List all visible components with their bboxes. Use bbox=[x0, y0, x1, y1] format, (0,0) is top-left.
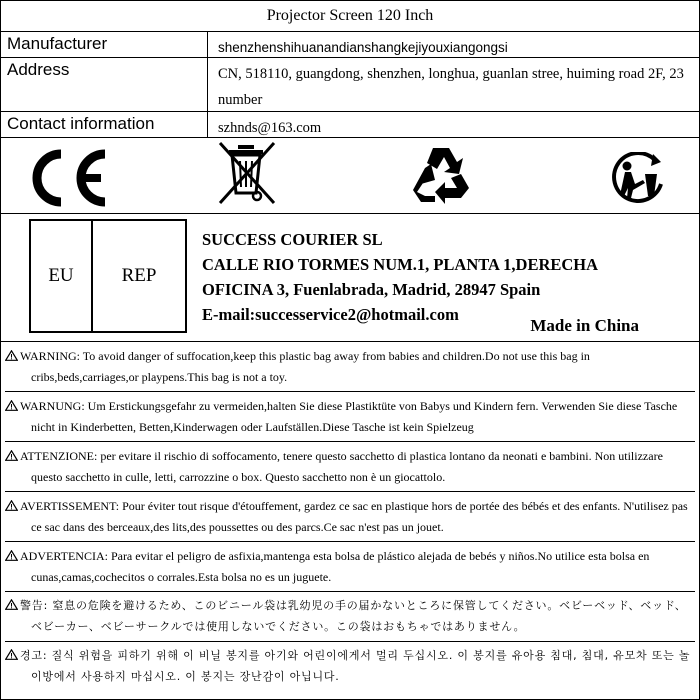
warning-icon bbox=[5, 450, 18, 461]
weee-crossed-bin-icon bbox=[216, 141, 282, 209]
label-title: Projector Screen 120 Inch bbox=[1, 1, 699, 32]
warning-text: WARNUNG: Um Erstickungsgefahr zu vermeiden,halten Sie diese Plastiktüte von Babys und Kindern fern. Verwenden Sie diese Tasche nicht in Kinderbetten, Betten,Kinderwagen oder Laufställen.Diese Tasche ist kein Spielzeug bbox=[20, 399, 678, 434]
made-in-label: Made in China bbox=[530, 316, 639, 335]
info-row-address bbox=[1, 58, 699, 112]
info-row-contact bbox=[1, 112, 699, 138]
warning-text: ATTENZIONE: per evitare il rischio di soffocamento, tenere questo sacchetto di plastica lontano da neonati e bambini. Non utilizzare questo sacchetto in culle, letti, carrozzine o box. Questo sacchetto non è un giocattolo. bbox=[20, 449, 663, 484]
info-value: szhnds@163.com bbox=[218, 120, 322, 136]
warning-icon bbox=[5, 350, 18, 361]
representative-street: CALLE RIO TORMES NUM.1, PLANTA 1,DERECHA bbox=[202, 255, 599, 274]
info-key: Manufacturer bbox=[1, 32, 208, 57]
warning-text: ADVERTENCIA: Para evitar el peligro de asfixia,mantenga esta bolsa de plástico alejada de bebés y niños.No utilice esta bolsa en cunas,camas,cochecitos o corrales.Esta bolsa no es un juguete. bbox=[20, 549, 650, 584]
representative-name: SUCCESS COURIER SL bbox=[202, 230, 383, 249]
representative-email: E-mail:successervice2@hotmail.com bbox=[202, 305, 459, 324]
warning-de bbox=[5, 392, 695, 442]
ec-rep-box bbox=[29, 219, 187, 333]
ce-mark-icon bbox=[23, 146, 113, 210]
ec-rep-rep: REP bbox=[121, 265, 157, 286]
warning-text: AVERTISSEMENT: Pour éviter tout risque d'étouffement, gardez ce sac en plastique hors de portée des bébés et des enfants. N'utilisez pas ce sac dans des berceaux,des lits,des poussettes ou des parcs.Ce sac n'est pas un jouet. bbox=[20, 499, 688, 534]
warning-en bbox=[5, 342, 695, 392]
warnings-section bbox=[5, 342, 695, 691]
warning-ko bbox=[5, 642, 695, 691]
warning-text: WARNING: To avoid danger of suffocation,keep this plastic bag away from babies and children.Do not use this bag in cribs,beds,carriages,or playpens.This bag is not a toy. bbox=[20, 349, 590, 384]
ec-rep-eu: EU bbox=[31, 221, 93, 331]
warning-it bbox=[5, 442, 695, 492]
warning-icon bbox=[5, 400, 18, 411]
tidyman-icon bbox=[609, 152, 665, 206]
warning-text: 警告: 窒息の危険を避けるため、このビニール袋は乳幼児の手の届かないところに保管してください。ベビーベッド、ベッド、ベビーカー、ベビーサークルでは使用しないでください。この袋はおもちゃではありません。 bbox=[20, 599, 687, 633]
info-key: Address bbox=[1, 58, 208, 111]
info-key: Contact information bbox=[1, 112, 208, 137]
representative-city: OFICINA 3, Fuenlabrada, Madrid, 28947 Spain bbox=[202, 280, 541, 299]
warning-es bbox=[5, 542, 695, 592]
info-row-manufacturer bbox=[1, 32, 699, 58]
warning-ja bbox=[5, 592, 695, 642]
warning-fr bbox=[5, 492, 695, 542]
info-value: CN, 518110, guangdong, shenzhen, longhua, guanlan stree, huiming road 2F, 23 number bbox=[218, 66, 684, 108]
warning-icon bbox=[5, 500, 18, 511]
warning-icon bbox=[5, 599, 18, 610]
warning-text: 경고: 질식 위험을 피하기 위해 이 비닐 봉지를 아기와 어린이에게서 멀리 두십시오. 이 봉지를 유아용 침대, 침대, 유모차 또는 놀이방에서 사용하지 마십시오. 이 봉지는 장난감이 아닙니다. bbox=[20, 649, 691, 683]
warning-icon bbox=[5, 550, 18, 561]
recycle-icon bbox=[409, 142, 475, 206]
warning-icon bbox=[5, 649, 18, 660]
info-value: shenzhenshihuanandianshangkejiyouxiangongsi bbox=[218, 40, 508, 55]
representative-address bbox=[202, 227, 598, 327]
